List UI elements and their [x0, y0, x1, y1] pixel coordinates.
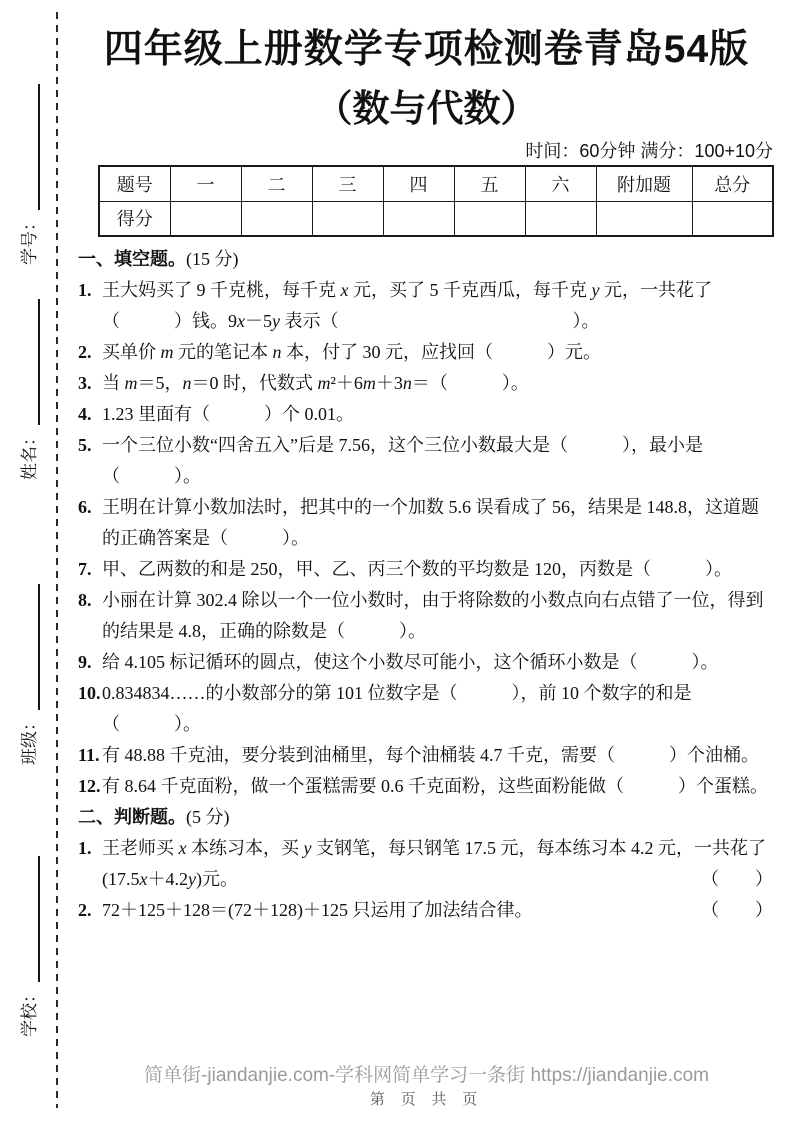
question-list	[78, 275, 775, 802]
question-number: 1.	[78, 280, 92, 300]
student-name-field	[18, 293, 40, 480]
score-table-cell: 六	[525, 166, 596, 201]
section-title: 一、填空题。	[78, 249, 186, 269]
question-sections	[78, 244, 775, 926]
student-name-label: 姓名：	[20, 429, 39, 480]
question-section	[78, 244, 775, 802]
score-table-cell: 五	[454, 166, 525, 201]
question-text: 甲、乙两数的和是 250，甲、乙、丙三个数的平均数是 120，丙数是（ ）。	[102, 559, 732, 579]
score-table-header-row	[99, 166, 773, 201]
question-item	[78, 492, 775, 554]
score-cell-empty	[312, 201, 383, 236]
question-number: 9.	[78, 652, 92, 672]
student-number-label: 学号：	[20, 214, 39, 265]
question-item	[78, 337, 775, 368]
question-item	[78, 895, 775, 926]
question-section	[78, 802, 775, 926]
school-label: 学校：	[20, 986, 39, 1037]
question-text: 王大妈买了 9 千克桃，每千克 x 元，买了 5 千克西瓜，每千克 y 元，一共花了（ ）钱。9x－5y 表示（ ）。	[102, 280, 712, 331]
score-table-cell: 总分	[692, 166, 773, 201]
question-text: 给 4.105 标记循环的圆点，使这个小数尽可能小，这个循环小数是（ ）。	[102, 652, 719, 672]
question-text: 当 m＝5，n＝0 时，代数式 m²＋6m＋3n＝（ ）。	[102, 373, 529, 393]
score-table-cell: 附加题	[596, 166, 692, 201]
question-text: 有 8.64 千克面粉，做一个蛋糕需要 0.6 千克面粉，这些面粉能做（ ）个蛋糕。	[102, 776, 768, 796]
page-subtitle: （数与代数）	[315, 88, 538, 129]
question-text: 王老师买 x 本练习本，买 y 支钢笔，每只钢笔 17.5 元，每本练习本 4.2 元，一共花了(17.5x＋4.2y)元。	[102, 838, 766, 889]
school-field	[18, 850, 40, 1037]
school-blank-line	[26, 856, 40, 982]
section-points: (5 分)	[186, 807, 230, 827]
class-blank-line	[26, 584, 40, 710]
question-text: 有 48.88 千克油，要分装到油桶里，每个油桶装 4.7 千克，需要（ ）个油桶。	[102, 745, 759, 765]
question-text: 一个三位小数“四舍五入”后是 7.56，这个三位小数最大是（ ），最小是（ ）。	[102, 435, 703, 486]
score-table-cell: 题号	[99, 166, 170, 201]
question-list	[78, 833, 775, 926]
answer-parentheses: （ ）	[701, 900, 773, 920]
question-text: 王明在计算小数加法时，把其中的一个加数 5.6 误看成了 56，结果是 148.8，这道题的正确答案是（ ）。	[102, 497, 759, 548]
score-cell-empty	[692, 201, 773, 236]
question-item	[78, 585, 775, 647]
class-label: 班级：	[20, 714, 39, 765]
section-heading	[78, 244, 775, 275]
question-item	[78, 740, 775, 771]
question-item	[78, 399, 775, 430]
question-item	[78, 554, 775, 585]
question-number: 1.	[78, 838, 92, 858]
footer-page-line: 第 页 共 页	[369, 1092, 484, 1108]
question-text: 买单价 m 元的笔记本 n 本，付了 30 元，应找回（ ）元。	[102, 342, 601, 362]
question-number: 11.	[78, 745, 100, 765]
exam-meta: 时间：60分钟 满分：100+10分	[525, 141, 773, 161]
question-number: 7.	[78, 559, 92, 579]
fold-dashed-line	[56, 12, 58, 1108]
score-cell-empty	[170, 201, 241, 236]
question-number: 10.	[78, 683, 101, 703]
student-number-field	[18, 78, 40, 265]
class-field	[18, 578, 40, 765]
question-item	[78, 678, 775, 740]
section-heading	[78, 802, 775, 833]
question-item	[78, 368, 775, 399]
score-table-cell: 四	[383, 166, 454, 201]
answer-parentheses: （ ）	[701, 869, 773, 889]
score-table-cell: 三	[312, 166, 383, 201]
score-cell-empty	[241, 201, 312, 236]
question-item	[78, 275, 775, 337]
footer-site-line: 简单街-jiandanjie.com-学科网简单学习一条街 https://jiandanjie.com	[144, 1065, 709, 1086]
question-number: 6.	[78, 497, 92, 517]
paper-content	[78, 0, 775, 1122]
question-number: 12.	[78, 776, 101, 796]
page-footer	[78, 1064, 775, 1110]
question-number: 5.	[78, 435, 92, 455]
section-points: (15 分)	[186, 249, 239, 269]
question-text: 72＋125＋128＝(72＋128)＋125 只运用了加法结合律。	[102, 900, 533, 920]
question-item	[78, 430, 775, 492]
question-number: 8.	[78, 590, 92, 610]
question-number: 2.	[78, 900, 92, 920]
student-number-blank-line	[26, 84, 40, 210]
question-text: 1.23 里面有（ ）个 0.01。	[102, 404, 354, 424]
question-item	[78, 771, 775, 802]
page-title: 四年级上册数学专项检测卷青岛54版	[103, 28, 750, 71]
score-cell-empty	[454, 201, 525, 236]
score-row-label: 得分	[99, 201, 170, 236]
score-table-cell: 一	[170, 166, 241, 201]
student-name-blank-line	[26, 299, 40, 425]
question-item	[78, 833, 775, 895]
question-text: 0.834834……的小数部分的第 101 位数字是（ ），前 10 个数字的和是（ ）。	[102, 683, 692, 734]
question-number: 2.	[78, 342, 92, 362]
score-cell-empty	[525, 201, 596, 236]
question-text: 小丽在计算 302.4 除以一个一位小数时，由于将除数的小数点向右点错了一位，得到的结果是 4.8，正确的除数是（ ）。	[102, 590, 764, 641]
score-cell-empty	[596, 201, 692, 236]
section-title: 二、判断题。	[78, 807, 186, 827]
score-table	[98, 165, 774, 237]
question-number: 3.	[78, 373, 92, 393]
score-table-score-row	[99, 201, 773, 236]
score-table-cell: 二	[241, 166, 312, 201]
question-number: 4.	[78, 404, 92, 424]
score-cell-empty	[383, 201, 454, 236]
question-item	[78, 647, 775, 678]
